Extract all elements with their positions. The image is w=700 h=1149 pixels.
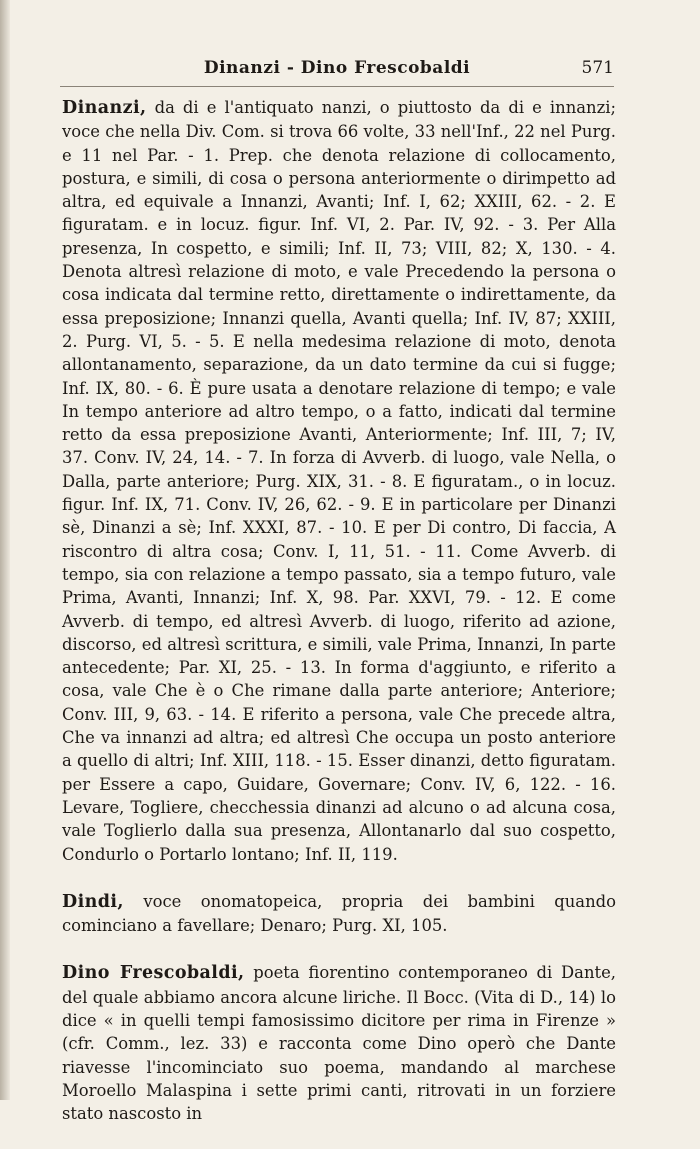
headword: Dindi, bbox=[62, 891, 124, 912]
entry-dino-frescobaldi bbox=[62, 961, 616, 1125]
running-header bbox=[60, 58, 614, 87]
headword: Dino Frescobaldi, bbox=[62, 963, 245, 984]
page-edge bbox=[0, 0, 10, 1100]
entry-dindi bbox=[62, 890, 616, 938]
entry-body: da di e l'antiquato nanzi, o piuttosto da di e innanzi; voce che nella Div. Com. si trova 66 volte, 33 nell'Inf., 22 nel Purg. e 11 nel Par. - 1. Prep. che denota relazione di collocamento, postura, e simili, di cosa o persona anteriormente o dirimpetto ad altra, ed equivale a Innanzi, Avanti; Inf. I, 62; XXIII, 62. - 2. E figuratam. e in locuz. figur. Inf. VI, 2. Par. IV, 92. - 3. Per Alla presenza, In cospetto, e simili; Inf. II, 73; VIII, 82; X, 130. - 4. Denota altresì relazione di moto, e vale Precedendo la persona o cosa indicata dal termine retto, direttamente o indirettamente, da essa preposizione; Innanzi quella, Avanti quella; Inf. IV, 87; XXIII, 2. Purg. VI, 5. - 5. E nella medesima relazione di moto, denota allontanamento, separazione, da un dato termine da cui si fugge; Inf. IX, 80. - 6. È pure usata a denotare relazione di tempo; e vale In tempo anteriore ad altro tempo, o a fatto, indicati dal termine retto da essa preposizione Avanti, Anteriormente; Inf. III, 7; IV, 37. Conv. IV, 24, 14. - 7. In forza di Avverb. di luogo, vale Nella, o Dalla, parte anteriore; Purg. XIX, 31. - 8. E figuratam., o in locuz. figur. Inf. IX, 71. Conv. IV, 26, 62. - 9. E in particolare per Dinanzi sè, Dinanzi a sè; Inf. XXXI, 87. - 10. E per Di contro, Di faccia, A riscontro di altra cosa; Conv. I, 11, 51. - 11. Come Avverb. di tempo, sia con relazione a tempo passato, sia a tempo futuro, vale Prima, Avanti, Innanzi; Inf. X, 98. Par. XXVI, 79. - 12. E come Avverb. di tempo, ed altresì Avverb. di luogo, riferito ad azione, discorso, ed altresì scrittura, e simili, vale Prima, Innanzi, In parte antecedente; Par. XI, 25. - 13. In forma d'aggiunto, e riferito a cosa, vale Che è o Che rimane dalla parte anteriore; Anteriore; Conv. III, 9, 63. - 14. E riferito a persona, vale Che precede altra, Che va innanzi ad altra; ed altresì Che occupa un posto anteriore a quello di altri; Inf. XIII, 118. - 15. Esser dinanzi, detto figuratam. per Essere a capo, Guidare, Governare; Conv. IV, 6, 122. - 16. Levare, Togliere, checchessia dinanzi ad alcuno o ad alcuna cosa, vale Toglierlo dalla sua presenza, Allontanarlo dal suo cospetto, Condurlo o Portarlo lontano; Inf. II, 119. bbox=[62, 98, 616, 864]
entry-body: poeta fiorentino contemporaneo di Dante, del quale abbiamo ancora alcune liriche. Il Bocc. (Vita di D., 14) lo dice « in quelli tempi famosissimo dicitore per rima in Firenze » (cfr. Comm., lez. 33) e racconta come Dino operò che Dante riavesse l'incominciato suo poema, mandando al marchese Moroello Malaspina i sette primi canti, ritrovati in un forziere stato nascosto in bbox=[62, 963, 616, 1124]
headword: Dinanzi, bbox=[62, 98, 147, 118]
dictionary-text bbox=[62, 96, 616, 1149]
entry-dinanzi bbox=[62, 96, 616, 866]
page-number: 571 bbox=[581, 58, 614, 78]
entry-body: voce onomatopeica, propria dei bambini quando cominciano a favellare; Denaro; Purg. XI, 105. bbox=[62, 891, 616, 936]
running-title: Dinanzi - Dino Frescobaldi bbox=[203, 58, 471, 78]
